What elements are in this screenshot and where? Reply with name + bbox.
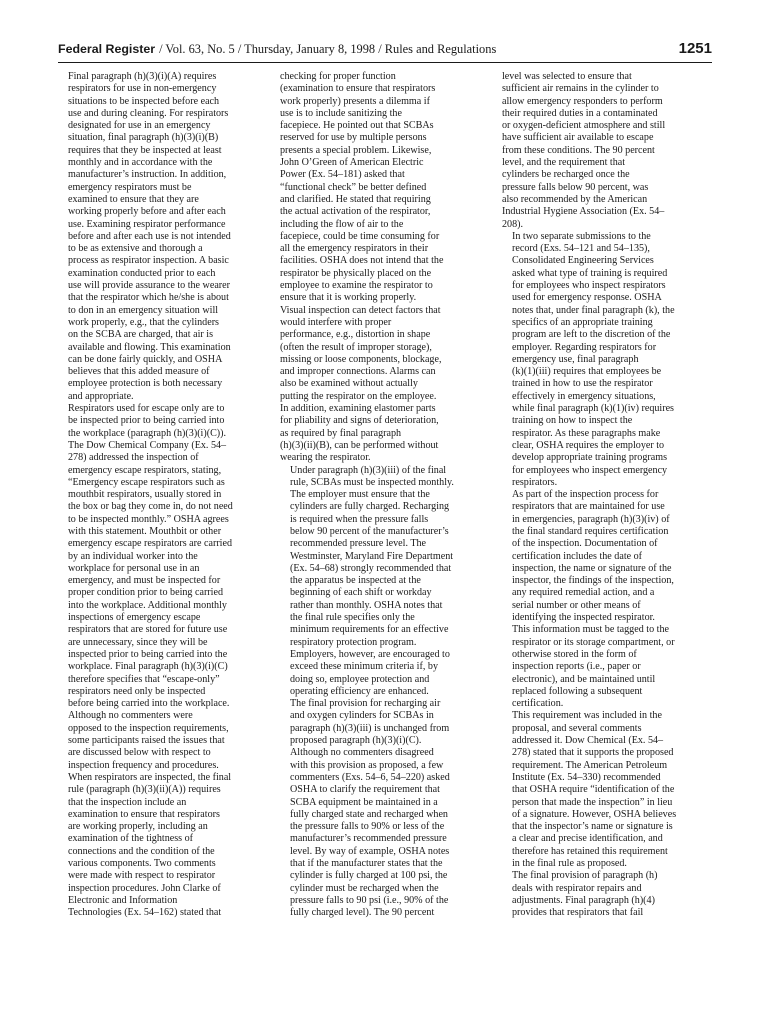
text-line: by an individual worker into the	[68, 550, 198, 562]
text-line: for pliability and signs of deterioration,	[280, 415, 439, 427]
text-line: use. Examining respirator performance	[68, 218, 226, 230]
text-line: level. By way of example, OSHA notes	[290, 845, 450, 857]
text-line: that OSHA require “identification of the	[512, 784, 675, 796]
text-line: any required remedial action, and a	[512, 587, 655, 599]
text-line: use is to include sanitizing the	[280, 107, 402, 119]
publication-title: Federal Register	[58, 42, 156, 56]
text-line: In addition, examining elastomer parts	[280, 403, 436, 415]
text-line: Consolidated Engineering Services	[512, 255, 654, 267]
text-line: inspection reports (i.e., paper or	[512, 661, 641, 673]
text-line: would interfere with proper	[280, 316, 392, 328]
text-line: reserved for use by multiple persons	[280, 132, 427, 144]
text-line: for employees who inspect respirators	[512, 280, 666, 292]
text-line: on the SCBA are charged, that air is	[68, 329, 214, 341]
text-line: In two separate submissions to the	[512, 230, 651, 242]
text-line: Westminster, Maryland Fire Department	[290, 550, 454, 562]
text-line: Final paragraph (h)(3)(i)(A) requires	[68, 71, 217, 82]
text-line: working properly before and after each	[68, 206, 226, 218]
text-line: respiratory protection program.	[290, 636, 417, 648]
text-line: respirator be physically placed on the	[280, 267, 432, 279]
text-line: and improper connections. Alarms can	[280, 366, 436, 378]
paragraph	[58, 403, 268, 710]
text-line: develop appropriate training programs	[512, 452, 667, 464]
text-line: operating efficiency are enhanced.	[290, 685, 429, 697]
text-line: therefore has retained this requirement	[512, 845, 668, 857]
text-line: 208).	[502, 218, 524, 230]
text-line: also recommended by the American	[502, 193, 648, 205]
text-line: to be as extensive and thorough a	[68, 243, 203, 255]
text-line: rather than monthly. OSHA notes that	[290, 599, 443, 611]
text-line: examined to ensure that they are	[68, 193, 199, 205]
text-line: level, and the requirement that	[502, 157, 626, 169]
text-line: requires that they be inspected at least	[68, 144, 222, 156]
text-line: 278) addressed the inspection of	[68, 452, 199, 464]
text-line: deals with respirator repairs and	[512, 882, 642, 894]
paragraph	[502, 489, 712, 710]
text-line: for employees who inspect emergency	[512, 464, 668, 476]
text-line: missing or loose components, blockage,	[280, 353, 442, 365]
text-line: Visual inspection can detect factors that	[280, 304, 441, 316]
text-line: workplace for personal use in an	[68, 562, 200, 574]
text-line: asked what type of training is required	[512, 267, 668, 279]
text-line: cylinder must be recharged when the	[290, 882, 439, 894]
text-line: from these conditions. The 90 percent	[502, 144, 655, 156]
text-line: their required duties in a contaminated	[502, 107, 658, 119]
text-line: Institute (Ex. 54–330) recommended	[512, 771, 661, 783]
text-line: have sufficient air available to escape	[502, 132, 654, 144]
text-line: as required by final paragraph	[280, 427, 402, 439]
text-line: presents a special problem. Likewise,	[280, 144, 432, 156]
text-line: the pressure falls to 90% or less of the	[290, 821, 445, 833]
text-line: be inspected prior to being carried into	[68, 415, 225, 427]
text-line: paragraph (h)(3)(iii) is unchanged from	[290, 722, 450, 734]
text-line: in emergencies, paragraph (h)(3)(iv) of	[512, 513, 670, 525]
text-line: wearing the respirator.	[280, 452, 371, 464]
text-line: Although no commenters disagreed	[290, 747, 434, 759]
paragraph	[502, 231, 712, 489]
text-line: The employer must ensure that the	[290, 489, 430, 501]
text-line: doing so, employee protection and	[290, 673, 430, 685]
text-line: Electronic and Information	[68, 894, 178, 906]
text-line: in the final rule as proposed.	[512, 858, 627, 869]
text-line: manufacturer’s recommended pressure	[290, 833, 447, 845]
text-line: adjustments. Final paragraph (h)(4)	[512, 894, 655, 906]
text-line: provides that respirators that fail	[512, 907, 644, 919]
text-line: notes that, under final paragraph (k), the	[512, 304, 675, 316]
text-line: pressure falls below 90 percent, was	[502, 181, 649, 193]
paragraph	[502, 71, 712, 231]
text-line: rule (paragraph (h)(3)(ii)(A)) requires	[68, 784, 221, 796]
text-line: commenters (Exs. 54–6, 54–220) asked	[290, 771, 450, 783]
text-line: were made with respect to respirator	[68, 870, 216, 882]
text-line: Technologies (Ex. 54–162) stated that	[68, 907, 222, 919]
text-line: are working properly, including an	[68, 821, 208, 833]
text-line: serial number or other means of	[512, 599, 641, 611]
text-line: cylinders be recharged once the	[502, 169, 630, 181]
text-line: the workplace (paragraph (h)(3)(i)(C)).	[68, 427, 227, 439]
text-line: manufacturer’s instruction. In addition,	[68, 169, 227, 181]
text-line: “functional check” be better defined	[280, 181, 427, 193]
text-line: facepiece, could be time consuming for	[280, 230, 440, 242]
text-line: believes that this added measure of	[68, 366, 210, 378]
text-line: inspection, the name or signature of the	[512, 562, 672, 574]
text-line: into the workplace. Additional monthly	[68, 599, 227, 611]
text-line: or oxygen-deficient atmosphere and still	[502, 120, 666, 132]
text-line: are discussed below with respect to	[68, 747, 211, 759]
text-line: (h)(3)(ii)(B), can be performed without	[280, 439, 439, 451]
text-line: 278) stated that it supports the proposed	[512, 747, 674, 759]
text-line: inspector, the findings of the inspection,	[512, 575, 674, 587]
text-line: with this statement. Mouthbit or other	[68, 525, 222, 537]
text-line: facepiece. He pointed out that SCBAs	[280, 120, 434, 132]
text-line: fully charged state and recharged when	[290, 808, 448, 820]
header-rule	[58, 62, 712, 63]
text-line: training on how to inspect the	[512, 415, 633, 427]
text-line: Employers, however, are encouraged to	[290, 648, 450, 660]
text-line: with this provision as proposed, a few	[290, 759, 444, 771]
text-line: inspection procedures. John Clarke of	[68, 882, 221, 894]
text-line: inspected prior to being carried into the	[68, 648, 228, 660]
text-line: The Dow Chemical Company (Ex. 54–	[68, 439, 227, 451]
text-line: proper condition prior to being carried	[68, 587, 223, 599]
text-line: (examination to ensure that respirators	[280, 83, 436, 95]
text-line: emergency, and must be inspected for	[68, 575, 221, 587]
text-line: employee protection is both necessary	[68, 378, 223, 390]
text-line: emergency escape respirators are carried	[68, 538, 233, 550]
text-line: to be inspected monthly.” OSHA agrees	[68, 513, 229, 525]
text-line: monthly and in accordance with the	[68, 157, 213, 169]
text-line: before being carried into the workplace.	[68, 698, 230, 710]
text-line: connections and the condition of the	[68, 845, 215, 857]
text-line: is required when the pressure falls	[290, 513, 429, 525]
text-line: employee to examine the respirator to	[280, 280, 433, 292]
text-line: minimum requirements for an effective	[290, 624, 449, 636]
text-line: the actual activation of the respirator,	[280, 206, 431, 218]
text-line: Respirators used for escape only are to	[68, 403, 225, 415]
paragraph	[58, 710, 268, 919]
text-line: performance, e.g., distortion in shape	[280, 329, 431, 341]
text-line: can be done fairly quickly, and OSHA	[68, 353, 223, 365]
text-column-3	[502, 71, 712, 919]
text-line: various components. Two comments	[68, 858, 216, 869]
text-line: situations to be inspected before each	[68, 95, 220, 107]
paragraph	[280, 465, 490, 699]
text-line: to don in an emergency situation will	[68, 304, 219, 316]
text-line: As part of the inspection process for	[512, 489, 659, 501]
text-line: that the inspector’s name or signature is	[512, 821, 673, 833]
text-line: respirators that are maintained for use	[512, 501, 665, 513]
text-line: respirators that are stored for future use	[68, 624, 228, 636]
text-line: trained in how to use the respirator	[512, 378, 653, 390]
text-line: specifics of an appropriate training	[512, 316, 653, 328]
text-line: all the emergency respirators in their	[280, 243, 429, 255]
text-line: ensure that it is working properly.	[280, 292, 417, 304]
text-line: Under paragraph (h)(3)(iii) of the final	[290, 464, 447, 476]
text-line: fully charged level). The 90 percent	[290, 907, 435, 919]
text-line: cylinder is fully charged at 100 psi, the	[290, 870, 448, 882]
text-line: that the inspection include an	[68, 796, 187, 808]
text-line: and clarified. He stated that requiring	[280, 193, 431, 205]
text-line: emergency respirators must be	[68, 181, 192, 193]
text-line: certification includes the date of	[512, 550, 643, 562]
text-line: exceed these minimum criteria if, by	[290, 661, 438, 673]
text-line: (often the result of improper storage),	[280, 341, 432, 353]
text-column-1	[58, 71, 268, 919]
text-line: a clear and precise identification, and	[512, 833, 663, 845]
page-number: 1251	[678, 40, 712, 57]
text-line: SCBA equipment be maintained in a	[290, 796, 438, 808]
text-line: recommended pressure level. The	[290, 538, 427, 550]
text-line: emergency escape respirators, stating,	[68, 464, 222, 476]
text-line: examination of the tightness of	[68, 833, 194, 845]
issue-info: / Vol. 63, No. 5 / Thursday, January 8, 1998 / Rules and Regulations	[159, 42, 497, 56]
text-line: respirator or its storage compartment, or	[512, 636, 675, 648]
text-line: also be examined without actually	[280, 378, 418, 390]
text-line: level was selected to ensure that	[502, 71, 632, 82]
text-line: facilities. OSHA does not intend that the	[280, 255, 444, 267]
text-line: available and flowing. This examination	[68, 341, 231, 353]
text-line: use and during cleaning. For respirators	[68, 107, 229, 119]
text-line: John O’Green of American Electric	[280, 157, 424, 169]
text-line: requirement. The American Petroleum	[512, 759, 668, 771]
text-line: process as respirator inspection. A basic	[68, 255, 229, 267]
text-line: and appropriate.	[68, 390, 134, 402]
running-header	[58, 38, 712, 60]
text-line: (k)(1)(iii) requires that employees be	[512, 366, 662, 378]
text-line: that if the manufacturer states that the	[290, 858, 443, 869]
paragraph	[280, 71, 490, 465]
text-line: examination to ensure that respirators	[68, 808, 220, 820]
text-line: OSHA to clarify the requirement that	[290, 784, 440, 796]
text-line: emergency use, final paragraph	[512, 353, 639, 365]
text-line: of a signature. However, OSHA believes	[512, 808, 677, 820]
text-line: allow emergency responders to perform	[502, 95, 663, 107]
text-line: designated for use in an emergency	[68, 120, 211, 132]
text-line: including the flow of air to the	[280, 218, 404, 230]
text-line: below 90 percent of the manufacturer’s	[290, 525, 449, 537]
text-line: Industrial Hygiene Association (Ex. 54–	[502, 206, 665, 218]
text-line: clear, OSHA requires the employer to	[512, 439, 665, 451]
text-line: that the respirator which he/she is about	[68, 292, 229, 304]
text-line: putting the respirator on the employee.	[280, 390, 437, 402]
text-line: workplace. Final paragraph (h)(3)(i)(C)	[68, 661, 228, 673]
text-line: effectively in emergency situations,	[512, 390, 656, 402]
paragraph	[280, 698, 490, 919]
text-line: otherwise stored in the form of	[512, 648, 637, 660]
text-line: therefore specifies that “escape-only”	[68, 673, 220, 685]
text-line: mouthbit respirators, usually stored in	[68, 489, 222, 501]
text-line: The final provision of paragraph (h)	[512, 870, 658, 882]
text-line: work properly) presents a dilemma if	[280, 95, 430, 107]
text-line: inspection frequency and procedures.	[68, 759, 219, 771]
text-line: the final standard requires certification	[512, 525, 669, 537]
paragraph	[502, 870, 712, 919]
text-line: while final paragraph (k)(1)(iv) requires	[512, 403, 674, 415]
text-line: pressure falls to 90 psi (i.e., 90% of the	[290, 894, 449, 906]
text-line: rule, SCBAs must be inspected monthly.	[290, 476, 454, 488]
text-line: addressed it. Dow Chemical (Ex. 54–	[512, 735, 664, 747]
text-line: proposal, and several comments	[512, 722, 642, 734]
text-line: respirators need only be inspected	[68, 685, 206, 697]
text-line: This requirement was included in the	[512, 710, 662, 722]
text-line: proposed paragraph (h)(3)(i)(C).	[290, 735, 422, 747]
text-line: When respirators are inspected, the final	[68, 771, 232, 783]
text-line: use will provide assurance to the wearer	[68, 280, 230, 292]
text-line: identifying the inspected respirator.	[512, 612, 655, 624]
text-line: the apparatus be inspected at the	[290, 575, 421, 587]
text-line: some participants raised the issues that	[68, 735, 225, 747]
text-line: examination conducted prior to each	[68, 267, 216, 279]
text-line: (Ex. 54–68) strongly recommended that	[290, 562, 452, 574]
text-line: work properly, e.g., that the cylinders	[68, 316, 219, 328]
text-line: program are left to the discretion of the	[512, 329, 671, 341]
text-line: checking for proper function	[280, 71, 396, 82]
text-line: respirator. As these paragraphs make	[512, 427, 661, 439]
text-line: beginning of each shift or workday	[290, 587, 432, 599]
text-line: certification.	[512, 698, 564, 710]
paragraph	[502, 710, 712, 870]
text-line: inspections of emergency escape	[68, 612, 201, 624]
text-line: replaced following a subsequent	[512, 685, 643, 697]
text-line: This information must be tagged to the	[512, 624, 669, 636]
text-line: person that made the inspection” in lieu	[512, 796, 673, 808]
text-line: the box or bag they come in, do not need	[68, 501, 233, 513]
text-line: of the inspection. Documentation of	[512, 538, 658, 550]
text-line: The final provision for recharging air	[290, 698, 441, 710]
paragraph	[58, 71, 268, 403]
text-line: are unnecessary, since they will be	[68, 636, 208, 648]
text-line: employer. Regarding respirators for	[512, 341, 657, 353]
text-line: “Emergency escape respirators such as	[68, 476, 225, 488]
text-line: used for emergency response. OSHA	[512, 292, 662, 304]
text-line: sufficient air remains in the cylinder to	[502, 83, 659, 95]
text-line: respirators.	[512, 476, 558, 488]
text-line: electronic), and be maintained until	[512, 673, 656, 685]
text-line: before and after each use is not intended	[68, 230, 231, 242]
text-column-2	[280, 71, 490, 919]
text-line: cylinders are fully charged. Recharging	[290, 501, 450, 513]
text-line: the final rule specifies only the	[290, 612, 415, 624]
text-line: situation, final paragraph (h)(3)(i)(B)	[68, 132, 219, 144]
text-line: opposed to the inspection requirements,	[68, 722, 229, 734]
text-line: and oxygen cylinders for SCBAs in	[290, 710, 434, 722]
text-line: Power (Ex. 54–181) asked that	[280, 169, 405, 181]
text-line: Although no commenters were	[68, 710, 193, 722]
text-line: record (Exs. 54–121 and 54–135),	[512, 243, 650, 255]
text-line: respirators for use in non-emergency	[68, 83, 217, 95]
